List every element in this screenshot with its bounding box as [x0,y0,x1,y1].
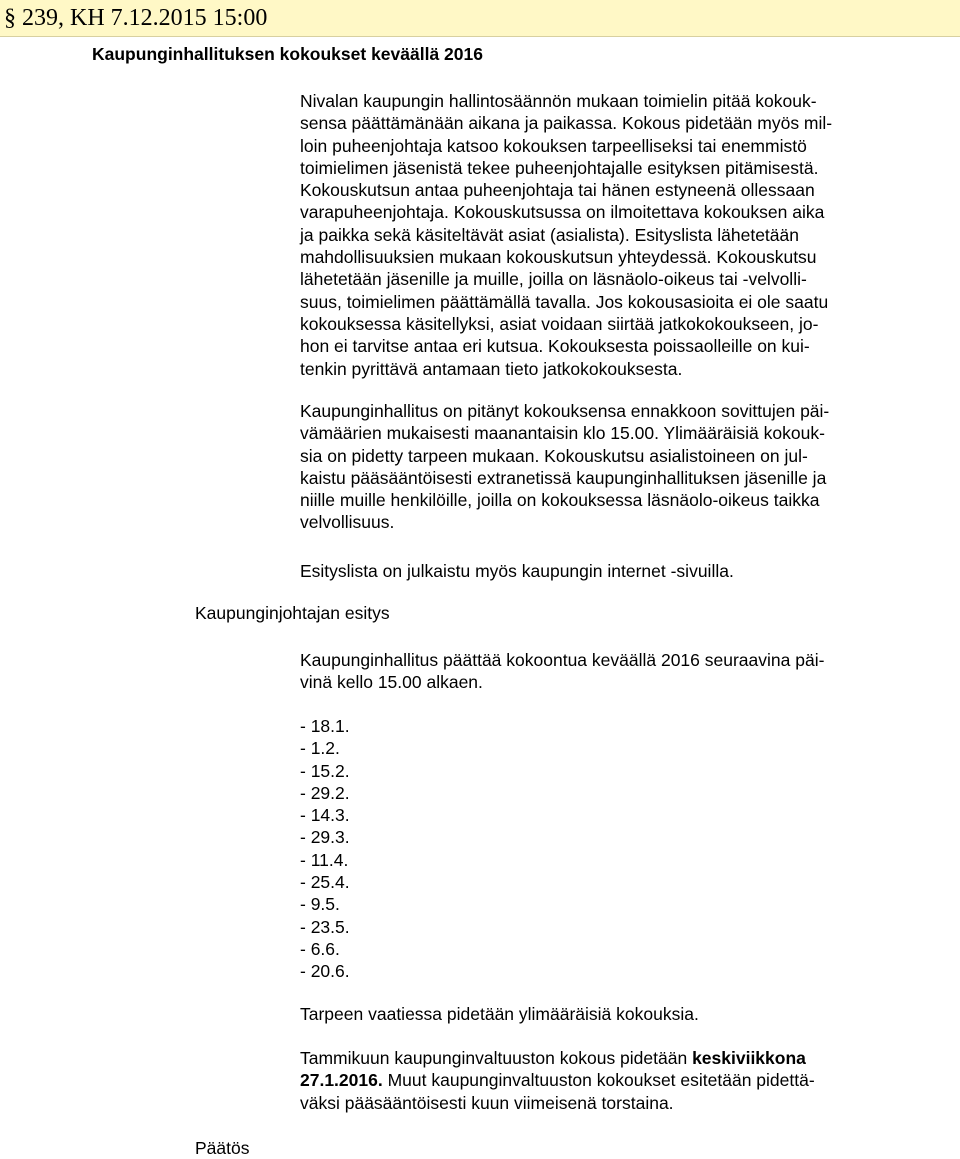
paragraph-line: lähetetään jäsenille ja muille, joilla on läsnäolo-oikeus tai -velvolli- [300,269,807,290]
intro-paragraph [300,90,890,380]
paragraph-line: Nivalan kaupungin hallintosäännön mukaan toimielin pitää kokouk- [300,91,817,111]
section-header-bar [0,0,960,37]
meeting-date-item: - 29.3. [300,827,350,848]
paragraph-line: mahdollisuuksien mukaan kokouskutsun yhteydessä. Kokouskutsu [300,247,817,268]
paragraph-line: Tarpeen vaatiessa pidetään ylimääräisiä kokouksia. [300,1004,699,1024]
council-paragraph [300,1047,890,1114]
paragraph-line: ja paikka sekä käsiteltävät asiat (asialista). Esityslista lähetetään [300,224,799,245]
meeting-date-item: - 23.5. [300,916,350,937]
council-text: Tammikuun kaupunginvaltuuston kokous pidetään [300,1048,693,1068]
extra-meetings-note [300,1003,890,1025]
paragraph-line: tenkin pyrittävä antamaan tieto jatkokokouksesta. [300,358,683,379]
paragraph-line: vinä kello 15.00 alkaen. [300,672,483,693]
internet-note [300,560,890,582]
council-weekday-bold: keskiviikkona [692,1048,806,1068]
paragraph-line: velvollisuus. [300,512,395,533]
paragraph-line: Esityslista on julkaistu myös kaupungin internet -sivuilla. [300,561,734,581]
paragraph-line: Kaupunginhallitus on pitänyt kokouksensa ennakkoon sovittujen päi- [300,401,830,421]
proposal-paragraph [300,649,890,694]
meeting-date-item: - 14.3. [300,805,350,826]
meeting-date-item: - 6.6. [300,938,340,959]
paragraph-line: kaistu pääsääntöisesti extranetissä kaupunginhallituksen jäsenille ja [300,467,827,488]
paragraph-line: väksi pääsääntöisesti kuun viimeisenä torstaina. [300,1092,674,1113]
paragraph-line: kokouksessa käsitellyksi, asiat voidaan siirtää jatkokokoukseen, jo- [300,313,819,334]
paragraph-line [300,1069,890,1091]
paragraph-line: vämäärien mukaisesti maanantaisin klo 15.00. Ylimääräisiä kokouk- [300,423,825,444]
paragraph-line: Kokouskutsun antaa puheenjohtaja tai hänen estyneenä ollessaan [300,180,815,201]
paragraph-line: toimielimen jäsenistä tekee puheenjohtajalle esityksen pitämisestä. [300,157,819,178]
paragraph-line: suus, toimielimen päättämällä tavalla. Jos kokousasioita ei ole saatu [300,291,829,312]
paragraph-line: niille muille henkilöille, joilla on kokouksessa läsnäolo-oikeus taikka [300,490,820,511]
decision-label: Päätös [195,1138,250,1158]
proposal-label: Kaupunginjohtajan esitys [195,603,390,623]
meeting-date-item: - 29.2. [300,782,350,803]
paragraph-line: varapuheenjohtaja. Kokouskutsussa on ilmoitettava kokouksen aika [300,202,825,223]
council-text: Muut kaupunginvaltuuston kokoukset esitetään pidettä- [382,1070,815,1091]
schedule-paragraph [300,400,890,534]
paragraph-line: loin puheenjohtaja katsoo kokouksen tarpeelliseksi tai enemmistö [300,135,807,156]
meeting-date-item: - 25.4. [300,872,350,893]
section-reference: § 239, KH 7.12.2015 15:00 [4,5,268,31]
meeting-date-item: - 9.5. [300,894,340,915]
document-title: Kaupunginhallituksen kokoukset keväällä 2016 [92,44,483,64]
meeting-date-item: - 20.6. [300,961,350,982]
meeting-date-item: - 15.2. [300,760,350,781]
meeting-date-item: - 11.4. [300,849,349,870]
paragraph-line [300,1047,890,1069]
paragraph-line: hon ei tarvitse antaa eri kutsua. Kokouksesta poissaolleille on kui- [300,336,810,357]
meeting-date-list [300,715,890,983]
meeting-date-item: - 1.2. [300,738,340,759]
council-date-bold: 27.1.2016. [300,1070,383,1091]
paragraph-line: Kaupunginhallitus päättää kokoontua keväällä 2016 seuraavina päi- [300,650,825,670]
paragraph-line: sensa päättämänään aikana ja paikassa. Kokous pidetään myös mil- [300,113,833,134]
meeting-date-item: - 18.1. [300,716,350,736]
paragraph-line: sia on pidetty tarpeen mukaan. Kokouskutsu asialistoineen on jul- [300,445,808,466]
